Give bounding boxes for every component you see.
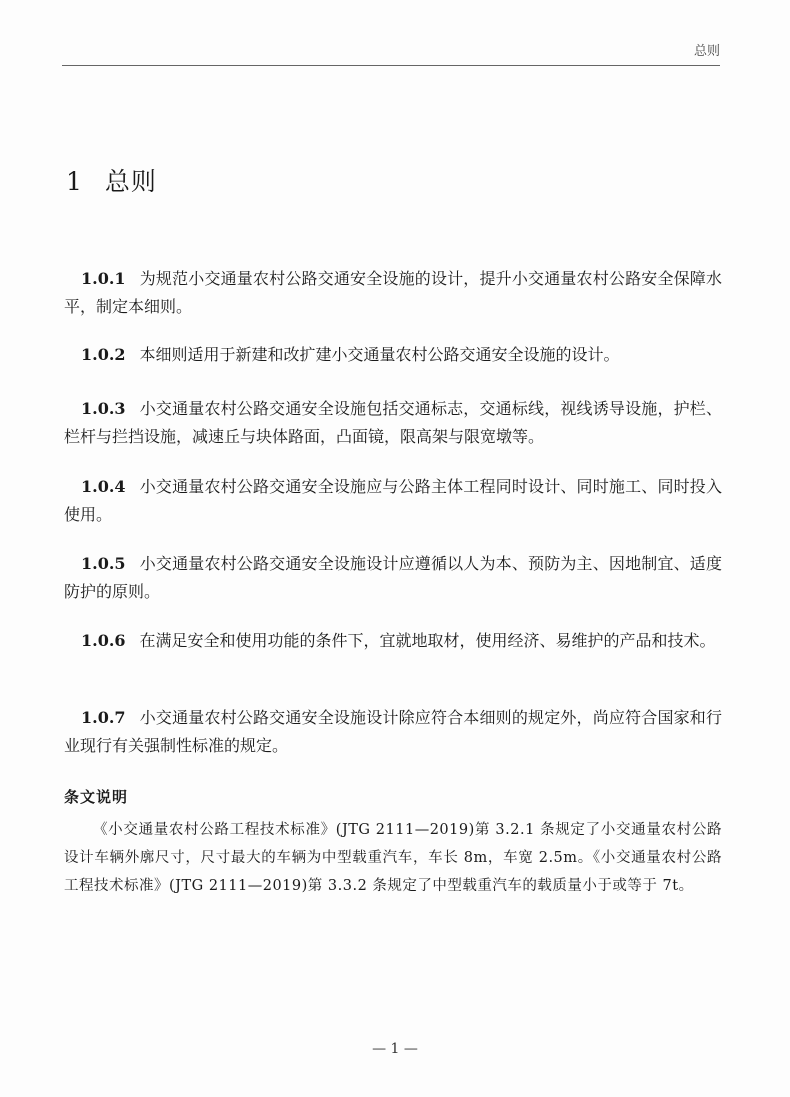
clause-text: 为规范小交通量农村公路交通安全设施的设计，提升小交通量农村公路安全保障水平，制定本细则。 [64, 269, 722, 316]
clause-number: 1.0.7 [81, 708, 126, 727]
note-paragraph: 《小交通量农村公路工程技术标准》(JTG 2111—2019)第 3.2.1 条规定了小交通量农村公路设计车辆外廓尺寸，尺寸最大的车辆为中型载重汽车，车长 8m，车宽 2.5m。《小交通量农村公路工程技术标准》(JTG 2111—2019)第 3.3.2 条规定了中型载重汽车的载质量小于或等于 7t。 [64, 822, 722, 894]
clause-number: 1.0.4 [81, 477, 126, 496]
chapter-number: 1 [66, 167, 83, 196]
running-head: 总则 [693, 44, 720, 59]
clause-1-0-1 [64, 265, 722, 321]
clause-1-0-3 [64, 395, 722, 451]
clause-text: 本细则适用于新建和改扩建小交通量农村公路交通安全设施的设计。 [139, 345, 620, 364]
clause-text: 小交通量农村公路交通安全设施应与公路主体工程同时设计、同时施工、同时投入使用。 [64, 477, 722, 524]
note-heading: 条文说明 [64, 788, 129, 806]
chapter-title [66, 162, 157, 198]
note-text [64, 816, 722, 900]
clause-1-0-7 [64, 704, 722, 760]
clause-number: 1.0.2 [81, 345, 126, 364]
clause-text: 小交通量农村公路交通安全设施设计除应符合本细则的规定外，尚应符合国家和行业现行有关强制性标准的规定。 [64, 708, 722, 755]
clause-1-0-5 [64, 550, 722, 606]
clause-text: 小交通量农村公路交通安全设施包括交通标志，交通标线，视线诱导设施，护栏、栏杆与拦挡设施，减速丘与块体路面，凸面镜，限高架与限宽墩等。 [64, 399, 722, 446]
clause-1-0-2 [64, 341, 722, 369]
clause-1-0-6 [64, 627, 722, 655]
clause-text: 在满足安全和使用功能的条件下，宜就地取材，使用经济、易维护的产品和技术。 [139, 631, 716, 650]
clause-1-0-4 [64, 473, 722, 529]
clause-number: 1.0.3 [81, 399, 126, 418]
page-number: — 1 — [372, 1041, 418, 1057]
clause-number: 1.0.1 [81, 269, 126, 288]
clause-number: 1.0.6 [81, 631, 126, 650]
clause-number: 1.0.5 [81, 554, 126, 573]
clause-text: 小交通量农村公路交通安全设施设计应遵循以人为本、预防为主、因地制宜、适度防护的原则。 [64, 554, 722, 601]
header-rule [62, 65, 720, 66]
chapter-title-text: 总则 [104, 167, 157, 196]
